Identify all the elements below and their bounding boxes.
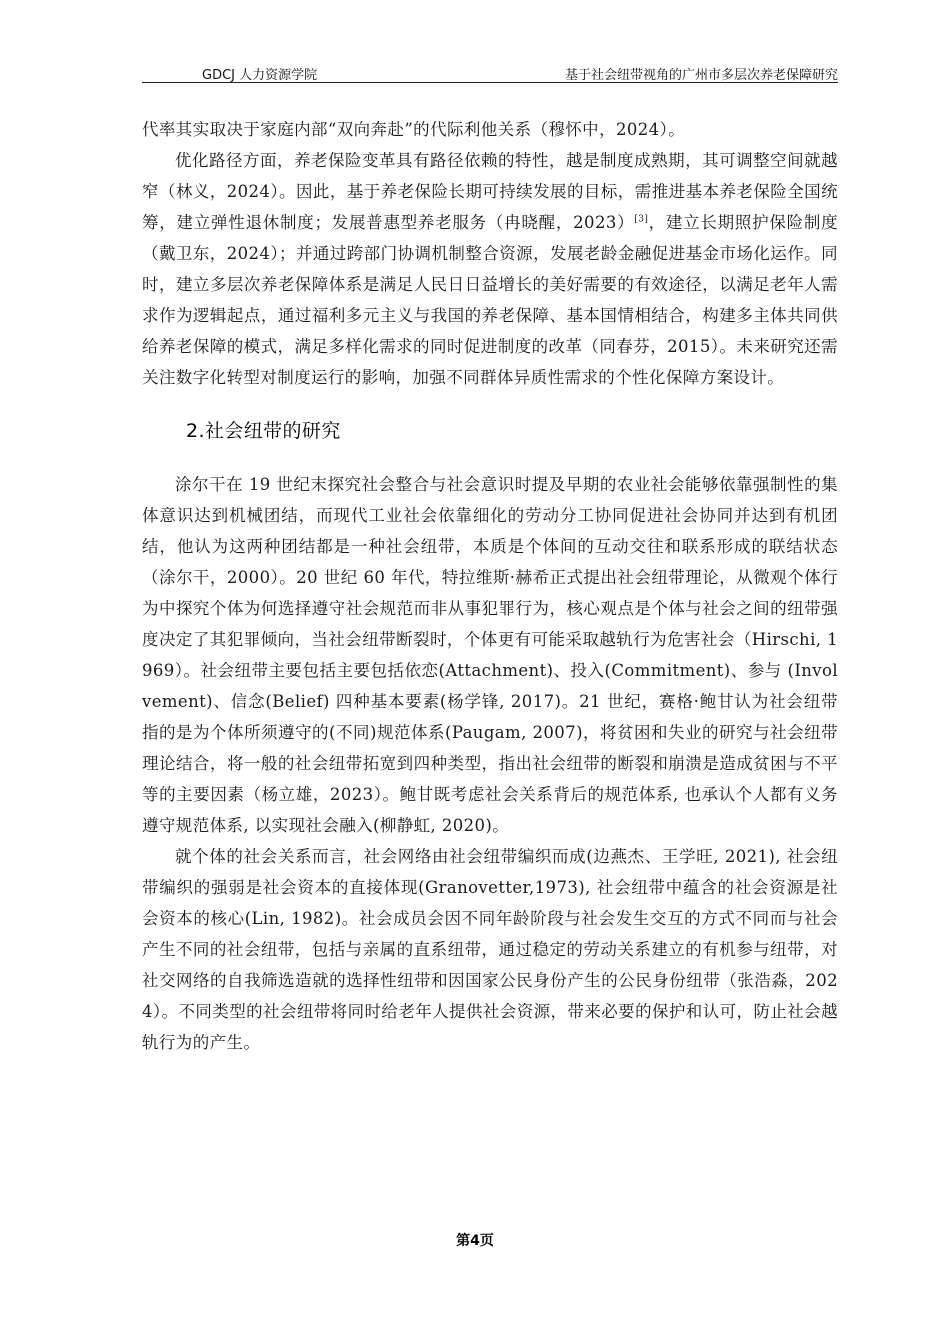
- paragraph-text: 优化路径方面，养老保险变革具有路径依赖的特性，越是制度成熟期，其可调整空间就越窄（林义，2024）。因此，基于养老保险长期可持续发展的目标，需推进基本养老保险全国统筹，建立弹性退休制度；发展普惠型养老服务（冉晓醒，2023）: [142, 151, 838, 232]
- paragraph-durkheim: 涂尔干在 19 世纪末探究社会整合与社会意识时提及早期的农业社会能够依靠强制性的集体意识达到机械团结，而现代工业社会依靠细化的劳动分工协同促进社会协同并达到有机团结，他认为这两种团结都是一种社会纽带，本质是个体间的互动交往和联系形成的联结状态（涂尔干，2000）。20 世纪 60 年代，特拉维斯·赫希正式提出社会纽带理论，从微观个体行为中探究个体为何选择遵守社会规范而非从事犯罪行为，核心观点是个体与社会之间的纽带强度决定了其犯罪倾向，当社会纽带断裂时，个体更有可能采取越轨行为危害社会（Hirschi, 1969）。社会纽带主要包括主要包括依恋(Attachment)、投入(Commitment)、参与 (Involvement)、信念(Belief) 四种基本要素(杨学锋, 2017)。21 世纪，赛格·鲍甘认为社会纽带指的是为个体所须遵守的(不同)规范体系(Paugam, 2007)，将贫困和失业的研究与社会纽带理论结合，将一般的社会纽带拓宽到四种类型，指出社会纽带的断裂和崩溃是造成贫困与不平等的主要因素（杨立雄，2023）。鲍甘既考虑社会关系背后的规范体系, 也承认个人都有义务遵守规范体系, 以实现社会融入(柳静虹, 2020)。: [142, 475, 838, 835]
- paragraph-optimization-path: [142, 145, 838, 393]
- document-body: [142, 114, 838, 1058]
- header-document-title: 基于社会纽带视角的广州市多层次养老保障研究: [564, 68, 838, 83]
- section-heading: 2.社会纽带的研究: [186, 420, 341, 442]
- header-institution: GDCJ 人力资源学院: [202, 68, 318, 83]
- page-header: [142, 60, 838, 83]
- paragraph-text: ，建立长期照护保险制度（戴卫东，2024）；并通过跨部门协调机制整合资源，发展老龄金融促进基金市场化运作。同时，建立多层次养老保障体系是满足人民日日益增长的美好需要的有效途径，以满足老年人需求作为逻辑起点，通过福利多元主义与我国的养老保障、基本国情相结合，构建多主体共同供给养老保障的模式，满足多样化需求的同时促进制度的改革（同春芬，2015）。未来研究还需关注数字化转型对制度运行的影响，加强不同群体异质性需求的个性化保障方案设计。: [142, 213, 838, 387]
- page-number: 第4页: [456, 1233, 494, 1249]
- paragraph-continuation: 代率其实取决于家庭内部“双向奔赴”的代际利他关系（穆怀中，2024）。: [142, 120, 686, 139]
- citation-reference: [3]: [634, 214, 649, 225]
- paragraph-social-network: 就个体的社会关系而言，社会网络由社会纽带编织而成(边燕杰、王学旺, 2021), 社会纽带编织的强弱是社会资本的直接体现(Granovetter,1973), 社会纽带中蕴含的社会资源是社会资本的核心(Lin, 1982)。社会成员会因不同年龄阶段与社会发生交互的方式不同而与社会产生不同的社会纽带，包括与亲属的直系纽带，通过稳定的劳动关系建立的有机参与纽带，对社交网络的自我筛选造就的选择性纽带和因国家公民身份产生的公民身份纽带（张浩淼，2024）。不同类型的社会纽带将同时给老年人提供社会资源，带来必要的保护和认可，防止社会越轨行为的产生。: [142, 847, 838, 1052]
